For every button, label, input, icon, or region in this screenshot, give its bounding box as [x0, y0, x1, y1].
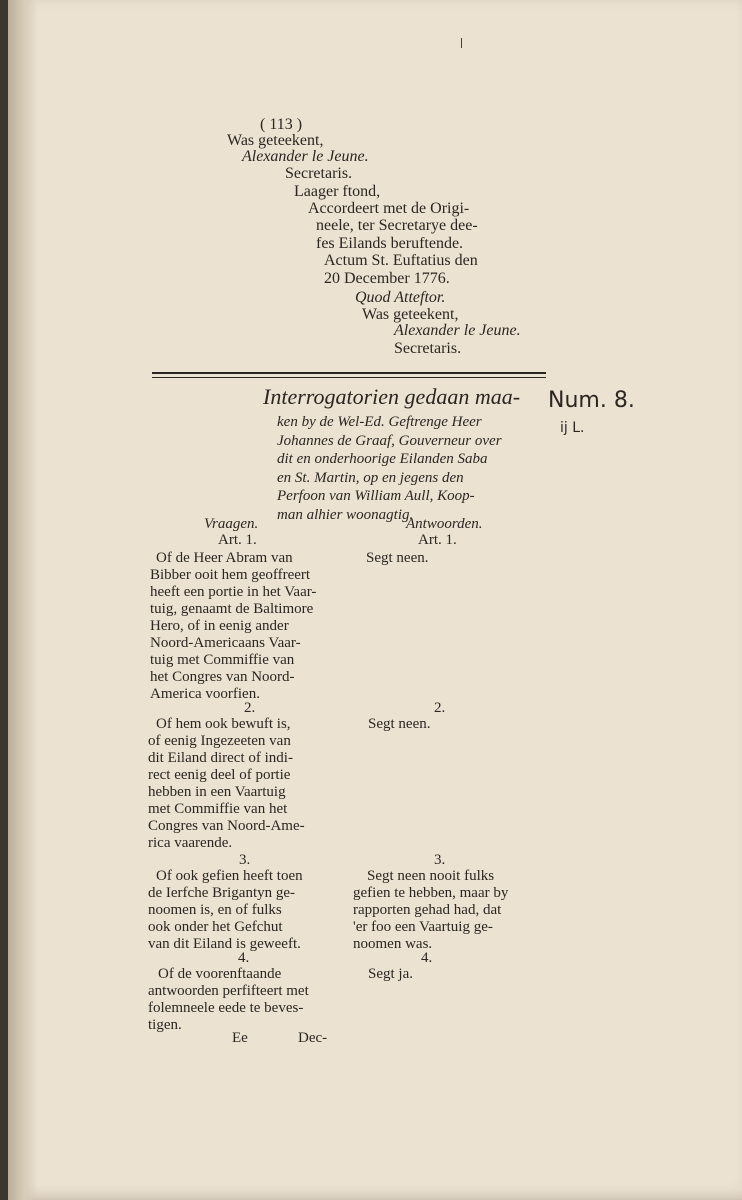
questions-header: Vraagen.	[204, 516, 259, 532]
question-line: Of hem ook bewuft is,	[156, 716, 291, 732]
answer-text: Segt neen.	[368, 716, 431, 732]
answer-label: 3.	[434, 852, 446, 868]
signer-name: Alexander le Jeune.	[242, 148, 369, 165]
answers-header: Antwoorden.	[406, 516, 483, 532]
heading-line: en St. Martin, op en jegens den	[277, 469, 464, 486]
divider-rule	[152, 372, 546, 374]
signer-name-2: Alexander le Jeune.	[394, 322, 521, 339]
question-line: dit Eiland direct of indi-	[148, 750, 293, 766]
attestation-line: 20 December 1776.	[324, 269, 450, 287]
signed-line: Was geteekent,	[227, 132, 324, 149]
answer-label: 2.	[434, 700, 446, 716]
question-line: Of ook gefien heeft toen	[156, 868, 303, 884]
question-label: 3.	[239, 852, 251, 868]
question-label: 4.	[238, 950, 250, 966]
question-line: antwoorden perfifteert met	[148, 983, 309, 999]
attestation-line: fes Eilands beruftende.	[316, 234, 464, 252]
answer-text	[353, 868, 508, 953]
question-line: of eenig Ingezeeten van	[148, 733, 291, 749]
answer-line: rapporten gehad had, dat	[353, 902, 502, 918]
question-label: 2.	[244, 700, 256, 716]
question-text	[148, 716, 305, 852]
section-heading-body	[277, 413, 502, 524]
question-line: noomen is, en of fulks	[148, 902, 282, 918]
answer-text: Segt ja.	[368, 966, 413, 982]
answer-line: Segt neen nooit fulks	[367, 868, 495, 884]
question-line: tuig met Commiffie van	[150, 652, 295, 668]
question-line: Bibber ooit hem geoffreert	[150, 567, 311, 583]
heading-line: ken by de Wel-Ed. Geftrenge Heer	[277, 414, 482, 430]
question-line: het Congres van Noord-	[150, 669, 295, 685]
question-text	[148, 868, 303, 953]
question-line: rect eenig deel of portie	[148, 767, 291, 783]
question-line: Noord-Americaans Vaar-	[150, 635, 301, 651]
book-gutter	[8, 0, 38, 1200]
page-number: ( 113 )	[260, 116, 303, 133]
question-line: tigen.	[148, 1017, 182, 1033]
question-line: tuig, genaamt de Baltimore	[150, 601, 314, 617]
question-label: Art. 1.	[218, 532, 257, 548]
answer-line: 'er foo een Vaartuig ge-	[353, 919, 493, 935]
question-line: ook onder het Gefchut	[148, 919, 283, 935]
heading-line: Johannes de Graaf, Gouverneur over	[277, 432, 502, 449]
attestation-line: Actum St. Euftatius den	[324, 252, 478, 270]
catchword-left: Ee	[232, 1030, 248, 1046]
question-line: Of de voorenftaande	[158, 966, 282, 982]
question-line: de Ierfche Brigantyn ge-	[148, 885, 296, 901]
question-line: van dit Eiland is geweeft.	[148, 936, 301, 952]
attestation-block	[308, 200, 478, 287]
question-line: Of de Heer Abram van	[156, 550, 293, 566]
quod-attestor: Quod Atteftor.	[355, 289, 446, 306]
question-line: Congres van Noord-Ame-	[148, 818, 305, 834]
margin-signature-mark: ij L.	[560, 420, 585, 436]
question-line: hebben in een Vaartuig	[148, 784, 286, 800]
question-line: met Commiffie van het	[148, 801, 288, 817]
question-text	[150, 550, 316, 703]
heading-line: Perfoon van William Aull, Koop-	[277, 488, 475, 504]
question-text	[148, 966, 309, 1034]
heading-line: man alhier woonagtig.	[277, 506, 414, 523]
answer-line: noomen was.	[353, 936, 433, 952]
section-heading: Interrogatorien gedaan maa-	[263, 384, 521, 409]
answer-text: Segt neen.	[366, 550, 429, 566]
question-line: America voorfien.	[150, 686, 260, 702]
document-page	[8, 0, 742, 1200]
question-line: rica vaarende.	[148, 835, 233, 851]
question-line: Hero, of in eenig ander	[150, 618, 289, 634]
catchword-right: Dec-	[298, 1030, 328, 1046]
question-line: folemneele eede te beves-	[148, 1000, 304, 1016]
signer-title-2: Secretaris.	[394, 340, 462, 357]
heading-line: dit en onderhoorige Eilanden Saba	[277, 451, 488, 467]
margin-number: Num. 8.	[548, 388, 635, 413]
answer-line: gefien te hebben, maar by	[353, 885, 509, 901]
answer-label: Art. 1.	[418, 532, 457, 548]
signed-line-2: Was geteekent,	[362, 306, 459, 323]
answer-label: 4.	[421, 950, 433, 966]
attestation-line: Accordeert met de Origi-	[308, 200, 470, 217]
ink-mark	[461, 38, 462, 48]
divider-rule-thin	[152, 377, 546, 378]
attestation-line: neele, ter Secretarye dee-	[316, 217, 478, 235]
question-line: heeft een portie in het Vaar-	[150, 584, 317, 600]
signer-title: Secretaris.	[285, 165, 353, 182]
lower-line: Laager ftond,	[294, 183, 381, 200]
